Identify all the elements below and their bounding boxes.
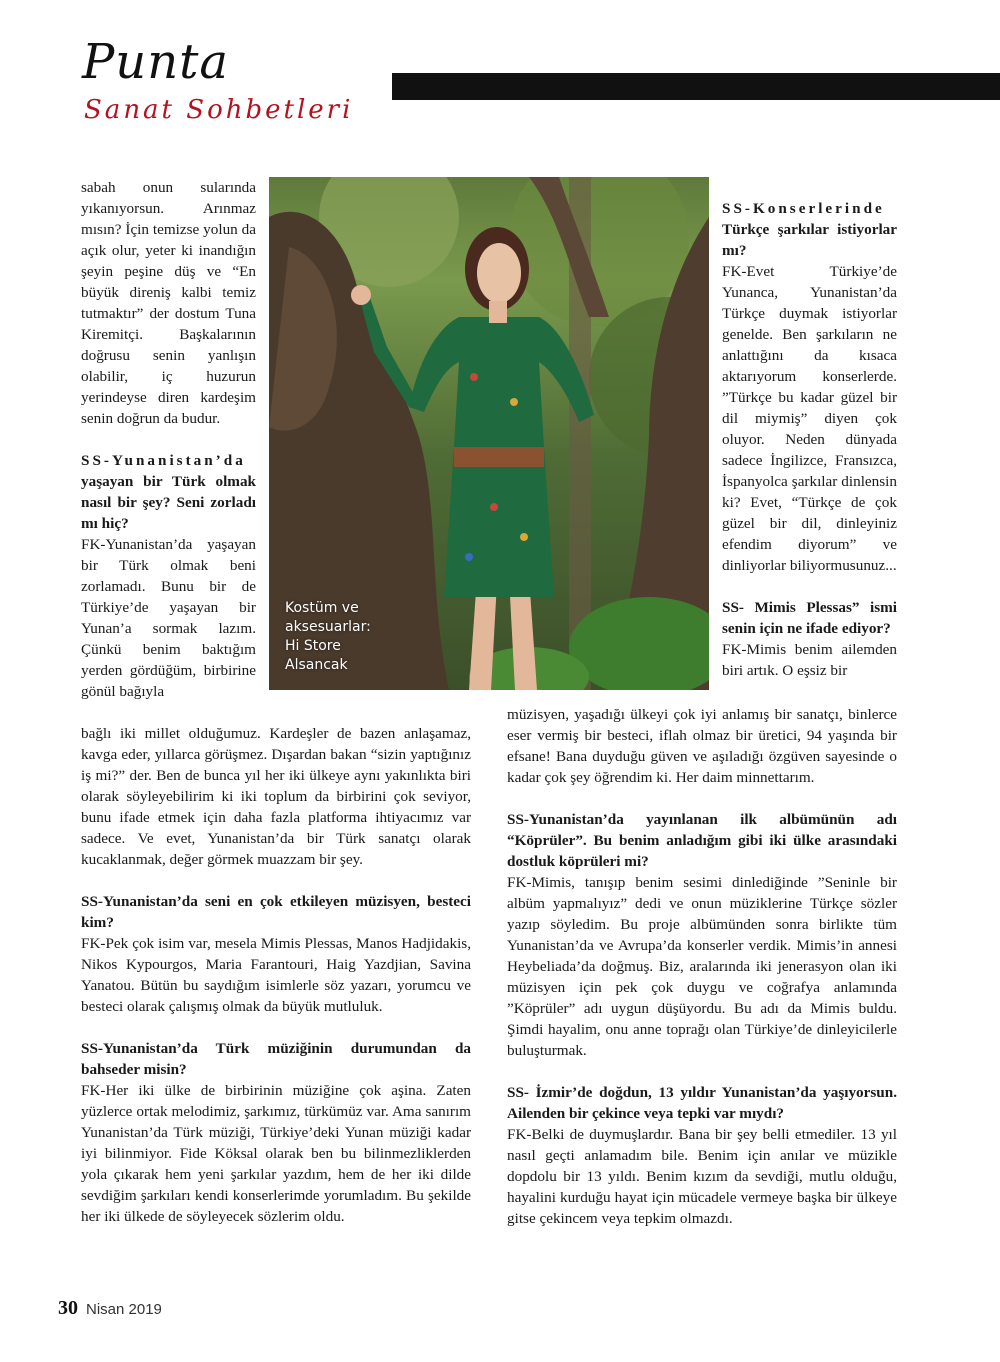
cover-photo [269,177,709,690]
left-column [81,177,256,702]
question-heading: yaşayan bir Türk olmak nasıl bir şey? Seni zorladı mı hiç? [81,473,256,532]
paragraph: sabah onun sularında yıkanıyorsun. Arınmaz mısın? İçin temizse yolun da açık olur, yeter ki inandığın şeyin peşine düş ve “En büyük direniş kalbi temiz tutmaktır” der dostum Tuna Kiremitçi. Başkalarının doğrusu senin yanlışın olabilir, iç huzurun yerindeyse diren kardeşim senin doğrun da budur. [81,179,256,427]
paragraph: FK-Her iki ülke de birbirinin müziğine çok aşina. Zaten yüzlerce ortak melodimiz, şarkımız, türkümüz var. Ama sanırım Yunanistan’da Türk müziği, Türkiye’deki Yunan müziği kadar iyi bilinmiyor. Fide Köksal olarak ben bu bilinmezliklerden yola çıkarak hem yeni şarkılar yazdım, hem de her iki dilde sevdiğim şarkıları kendi konserlerimde yorumladım. Bu şekilde her iki ülkede de söyleyecek sözlerim oldu. [81,1082,471,1225]
page-number: 30 [58,1297,78,1319]
paragraph: FK-Evet Türkiye’de Yunanca, Yunanistan’da Türkçe duymak istiyorlar genelde. Ben şarkıların ne anlattığını da kısaca aktarıyorum konserlerde. ”Türkçe bu kadar güzel bir dil miymiş” diyen çok oluyor. Neden dünyada sadece İngilizce, Fransızca, İspanyolca şarkılar dinlensin ki? Evet, “Türkçe de çok güzel bir dil, dinleyiniz efendim diyorum” ve dinliyorlar biliyormusunuz... [722,263,897,574]
paragraph: müzisyen, yaşadığı ülkeyi çok iyi anlamış bir sanatçı, binlerce eser vermiş bir besteci, iflah olmaz bir üretici, 94 yaşında bir efsane! Bana duyduğu güven ve aşıladığı özgüven sayesinde o kadar çok şey öğrendim ki. Her daim minnettarım. [507,706,897,786]
photo-caption: Kostüm ve aksesuarlar: Hi Store Alsancak [285,600,371,673]
question-heading: SS-Konserlerinde [722,200,885,217]
bottom-right-column [507,704,897,1229]
brand-logo: Punta [82,34,230,90]
issue-date: Nisan 2019 [86,1301,162,1318]
paragraph: FK-Mimis, tanışıp benim sesimi dinlediğinde ”Seninle bir albüm yapmalıyız” dedi ve onun müziklerine Türkçe sözler yazıp söyledim. Bu proje albümünden sonra birlikte tüm Yunanistan’da ve Avrupa’da konserler verdik. Mimis’in annesi Heybeliada’da doğmuş. Biz, aralarında iki jenerasyon olan iki müzisyen için pek çok duygu ve coğrafya anlamında ”Köprüler” adı uygun düşüyordu. Bu adı da Mimis buldu. Şimdi hayalim, onu anne toprağı olan Türkiye’de dinleyicilerle buluşturmak. [507,874,897,1059]
question-heading: SS-Yunanistan’da [81,452,246,469]
paragraph: FK-Mimis benim ailemden biri artık. O eşsiz bir [722,641,897,679]
right-column [722,198,897,681]
question-heading: SS-Yunanistan’da seni en çok etkileyen müzisyen, besteci kim? [81,893,471,931]
bottom-left-column [81,723,471,1227]
question-heading: SS- İzmir’de doğdun, 13 yıldır Yunanistan’da yaşıyorsun. Ailenden bir çekince veya tepki var mıydı? [507,1084,897,1122]
paragraph: FK-Belki de duymuşlardır. Bana bir şey belli etmediler. 13 yıl nasıl geçti anlamadım bile. Benim için anılar ve müzikle dopdolu bir 13 yıldı. Benim kızım da sevdiği, mutlu olduğu, hayalini kurduğu hayat için mücadele vermeye başka bir ülkeye gitse çekincem veya tepkim olmazdı. [507,1126,897,1227]
paragraph: FK-Pek çok isim var, mesela Mimis Plessas, Manos Hadjidakis, Nikos Kypourgos, Maria Farantouri, Haig Yazdjian, Savina Yanatou. Bütün bu saydığım isimlerle söz yazarı, yorumcu ve besteci olarak çalışmış olmak da büyük mutluluk. [81,935,471,1015]
header-bar [392,73,1000,100]
question-heading: SS- Mimis Plessas” ismi senin için ne ifade ediyor? [722,599,897,637]
paragraph: FK-Yunanistan’da yaşayan bir Türk olmak beni zorlamadı. Bunu bir de Türkiye’de yaşayan bir Yunan’a sormak lazım. Çünkü benim baktığım yerden gördüğüm, birbirine gönül bağıyla [81,536,256,700]
question-heading: Türkçe şarkılar istiyorlar mı? [722,221,897,259]
question-heading: SS-Yunanistan’da Türk müziğinin durumundan da bahseder misin? [81,1040,471,1078]
paragraph: bağlı iki millet olduğumuz. Kardeşler de bazen anlaşamaz, kavga eder, yıllarca görüşmez. Dışardan bakan “sizin yaptığınız iş mi?” der. Ben de bunca yıl her iki ülkeye aynı yakınlıkta biri olarak söyleyebilirim ki iki toplum da birbirini çok seviyor, bunu ifade etmek için daha fazla platforma ihtiyacımız var sadece. Ve evet, Yunanistan’da bir Türk sanatçı olarak kucaklanmak, değer görmek muazzam bir şey. [81,725,471,868]
brand-subtitle: Sanat Sohbetleri [84,95,354,125]
question-heading: SS-Yunanistan’da yayınlanan ilk albümünün adı “Köprüler”. Bu benim anladığım gibi iki ülke arasındaki dostluk köprüleri mi? [507,811,897,870]
